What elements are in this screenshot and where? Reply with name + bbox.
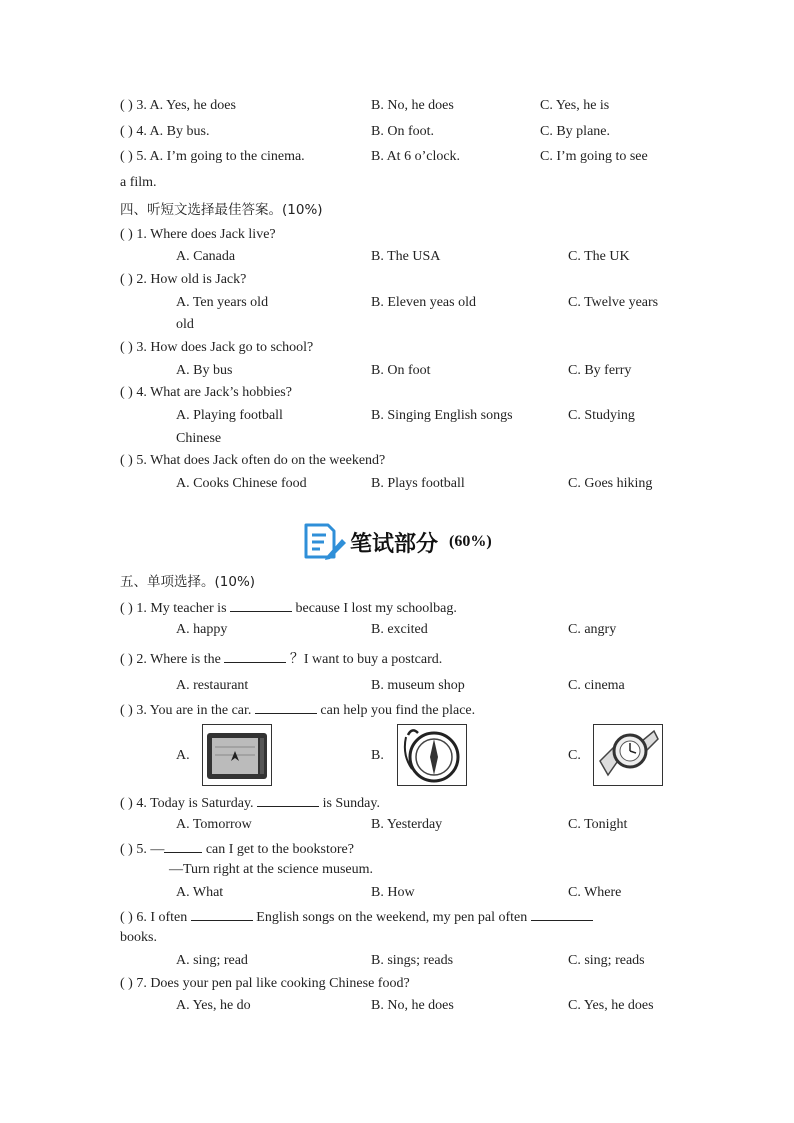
question-text: ( ) 4. Today is Saturday. is Sunday.: [120, 793, 380, 813]
option-c: C. sing; reads: [568, 953, 645, 968]
option-b: B. No, he does: [371, 998, 454, 1013]
option-b: B. Plays football: [371, 476, 465, 491]
answer-blank[interactable]: [224, 649, 286, 663]
answer-blank[interactable]: [230, 598, 292, 612]
question-text: ( ) 7. Does your pen pal like cooking Chinese food?: [120, 976, 410, 991]
option-a: A. What: [176, 885, 224, 900]
option-b: B.: [371, 748, 384, 763]
answer-blank[interactable]: [164, 839, 202, 853]
option-b: B. How: [371, 885, 415, 900]
option-a: A. Canada: [176, 249, 236, 264]
gps-navigator-icon: [202, 724, 272, 786]
option-c: C. The UK: [568, 249, 630, 264]
question-text: ( ) 5. A. I’m going to the cinema.: [120, 149, 305, 164]
option-wrap: books.: [120, 930, 157, 945]
option-wrap: old: [176, 317, 194, 332]
option-c: C. By ferry: [568, 363, 632, 378]
dialogue-line: —Turn right at the science museum.: [169, 862, 374, 877]
question-text: ( ) 2. Where is the ？I want to buy a postcard.: [120, 649, 442, 669]
question-text: ( ) 6. I often English songs on the weekend, my pen pal often: [120, 907, 593, 927]
answer-blank[interactable]: [531, 907, 593, 921]
option-a: A. Yes, he do: [176, 998, 251, 1013]
option-a: A.: [176, 748, 190, 763]
question-text: ( ) 3. How does Jack go to school?: [120, 340, 314, 355]
option-c: C. Where: [568, 885, 622, 900]
option-c: C. I’m going to see: [540, 149, 648, 164]
option-a: A. Tomorrow: [176, 817, 252, 832]
option-b: B. Yesterday: [371, 817, 443, 832]
option-b: B. On foot.: [371, 124, 434, 139]
answer-blank[interactable]: [257, 793, 319, 807]
option-c: C. Yes, he does: [568, 998, 654, 1013]
option-b: B. excited: [371, 622, 428, 637]
option-b: B. No, he does: [371, 98, 454, 113]
option-a: A. Playing football: [176, 408, 283, 423]
option-c: C. angry: [568, 622, 617, 637]
document-pen-icon: [302, 523, 348, 561]
option-c: C. Tonight: [568, 817, 628, 832]
banner-percent: (60%): [449, 533, 492, 550]
option-c: C. Goes hiking: [568, 476, 653, 491]
option-b: B. Singing English songs: [371, 408, 513, 423]
option-b: B. sings; reads: [371, 953, 454, 968]
option-b: B. museum shop: [371, 678, 465, 693]
question-text: ( ) 5. — can I get to the bookstore?: [120, 839, 354, 859]
question-text: ( ) 3. A. Yes, he does: [120, 98, 236, 113]
answer-blank[interactable]: [191, 907, 253, 921]
option-b: B. At 6 o’clock.: [371, 149, 461, 164]
option-c: C.: [568, 748, 581, 763]
option-c: C. Studying: [568, 408, 635, 423]
option-c: C. cinema: [568, 678, 625, 693]
option-b: B. Eleven yeas old: [371, 295, 476, 310]
wristwatch-icon: [593, 724, 663, 786]
option-a: A. happy: [176, 622, 228, 637]
option-a: A. Cooks Chinese food: [176, 476, 307, 491]
option-b: B. The USA: [371, 249, 441, 264]
option-a: A. sing; read: [176, 953, 248, 968]
option-b: B. On foot: [371, 363, 431, 378]
compass-icon: [397, 724, 467, 786]
option-wrap: a film.: [120, 175, 157, 190]
question-text: ( ) 4. What are Jack’s hobbies?: [120, 385, 292, 400]
question-text: ( ) 5. What does Jack often do on the weekend?: [120, 453, 386, 468]
section-title: 五、单项选择。(10%): [120, 574, 256, 590]
question-text: ( ) 1. Where does Jack live?: [120, 227, 276, 242]
banner-title: 笔试部分: [350, 532, 439, 557]
question-text: ( ) 2. How old is Jack?: [120, 272, 247, 287]
question-text: ( ) 1. My teacher is because I lost my schoolbag.: [120, 598, 457, 618]
section-title: 四、听短文选择最佳答案。(10%): [120, 202, 323, 218]
option-a: A. restaurant: [176, 678, 249, 693]
question-text: ( ) 4. A. By bus.: [120, 124, 210, 139]
question-text: ( ) 3. You are in the car. can help you find the place.: [120, 700, 475, 720]
option-a: A. By bus: [176, 363, 233, 378]
option-wrap: Chinese: [176, 431, 222, 446]
option-c: C. By plane.: [540, 124, 610, 139]
option-a: A. Ten years old: [176, 295, 269, 310]
option-c: C. Yes, he is: [540, 98, 610, 113]
answer-blank[interactable]: [255, 700, 317, 714]
option-c: C. Twelve years: [568, 295, 659, 310]
